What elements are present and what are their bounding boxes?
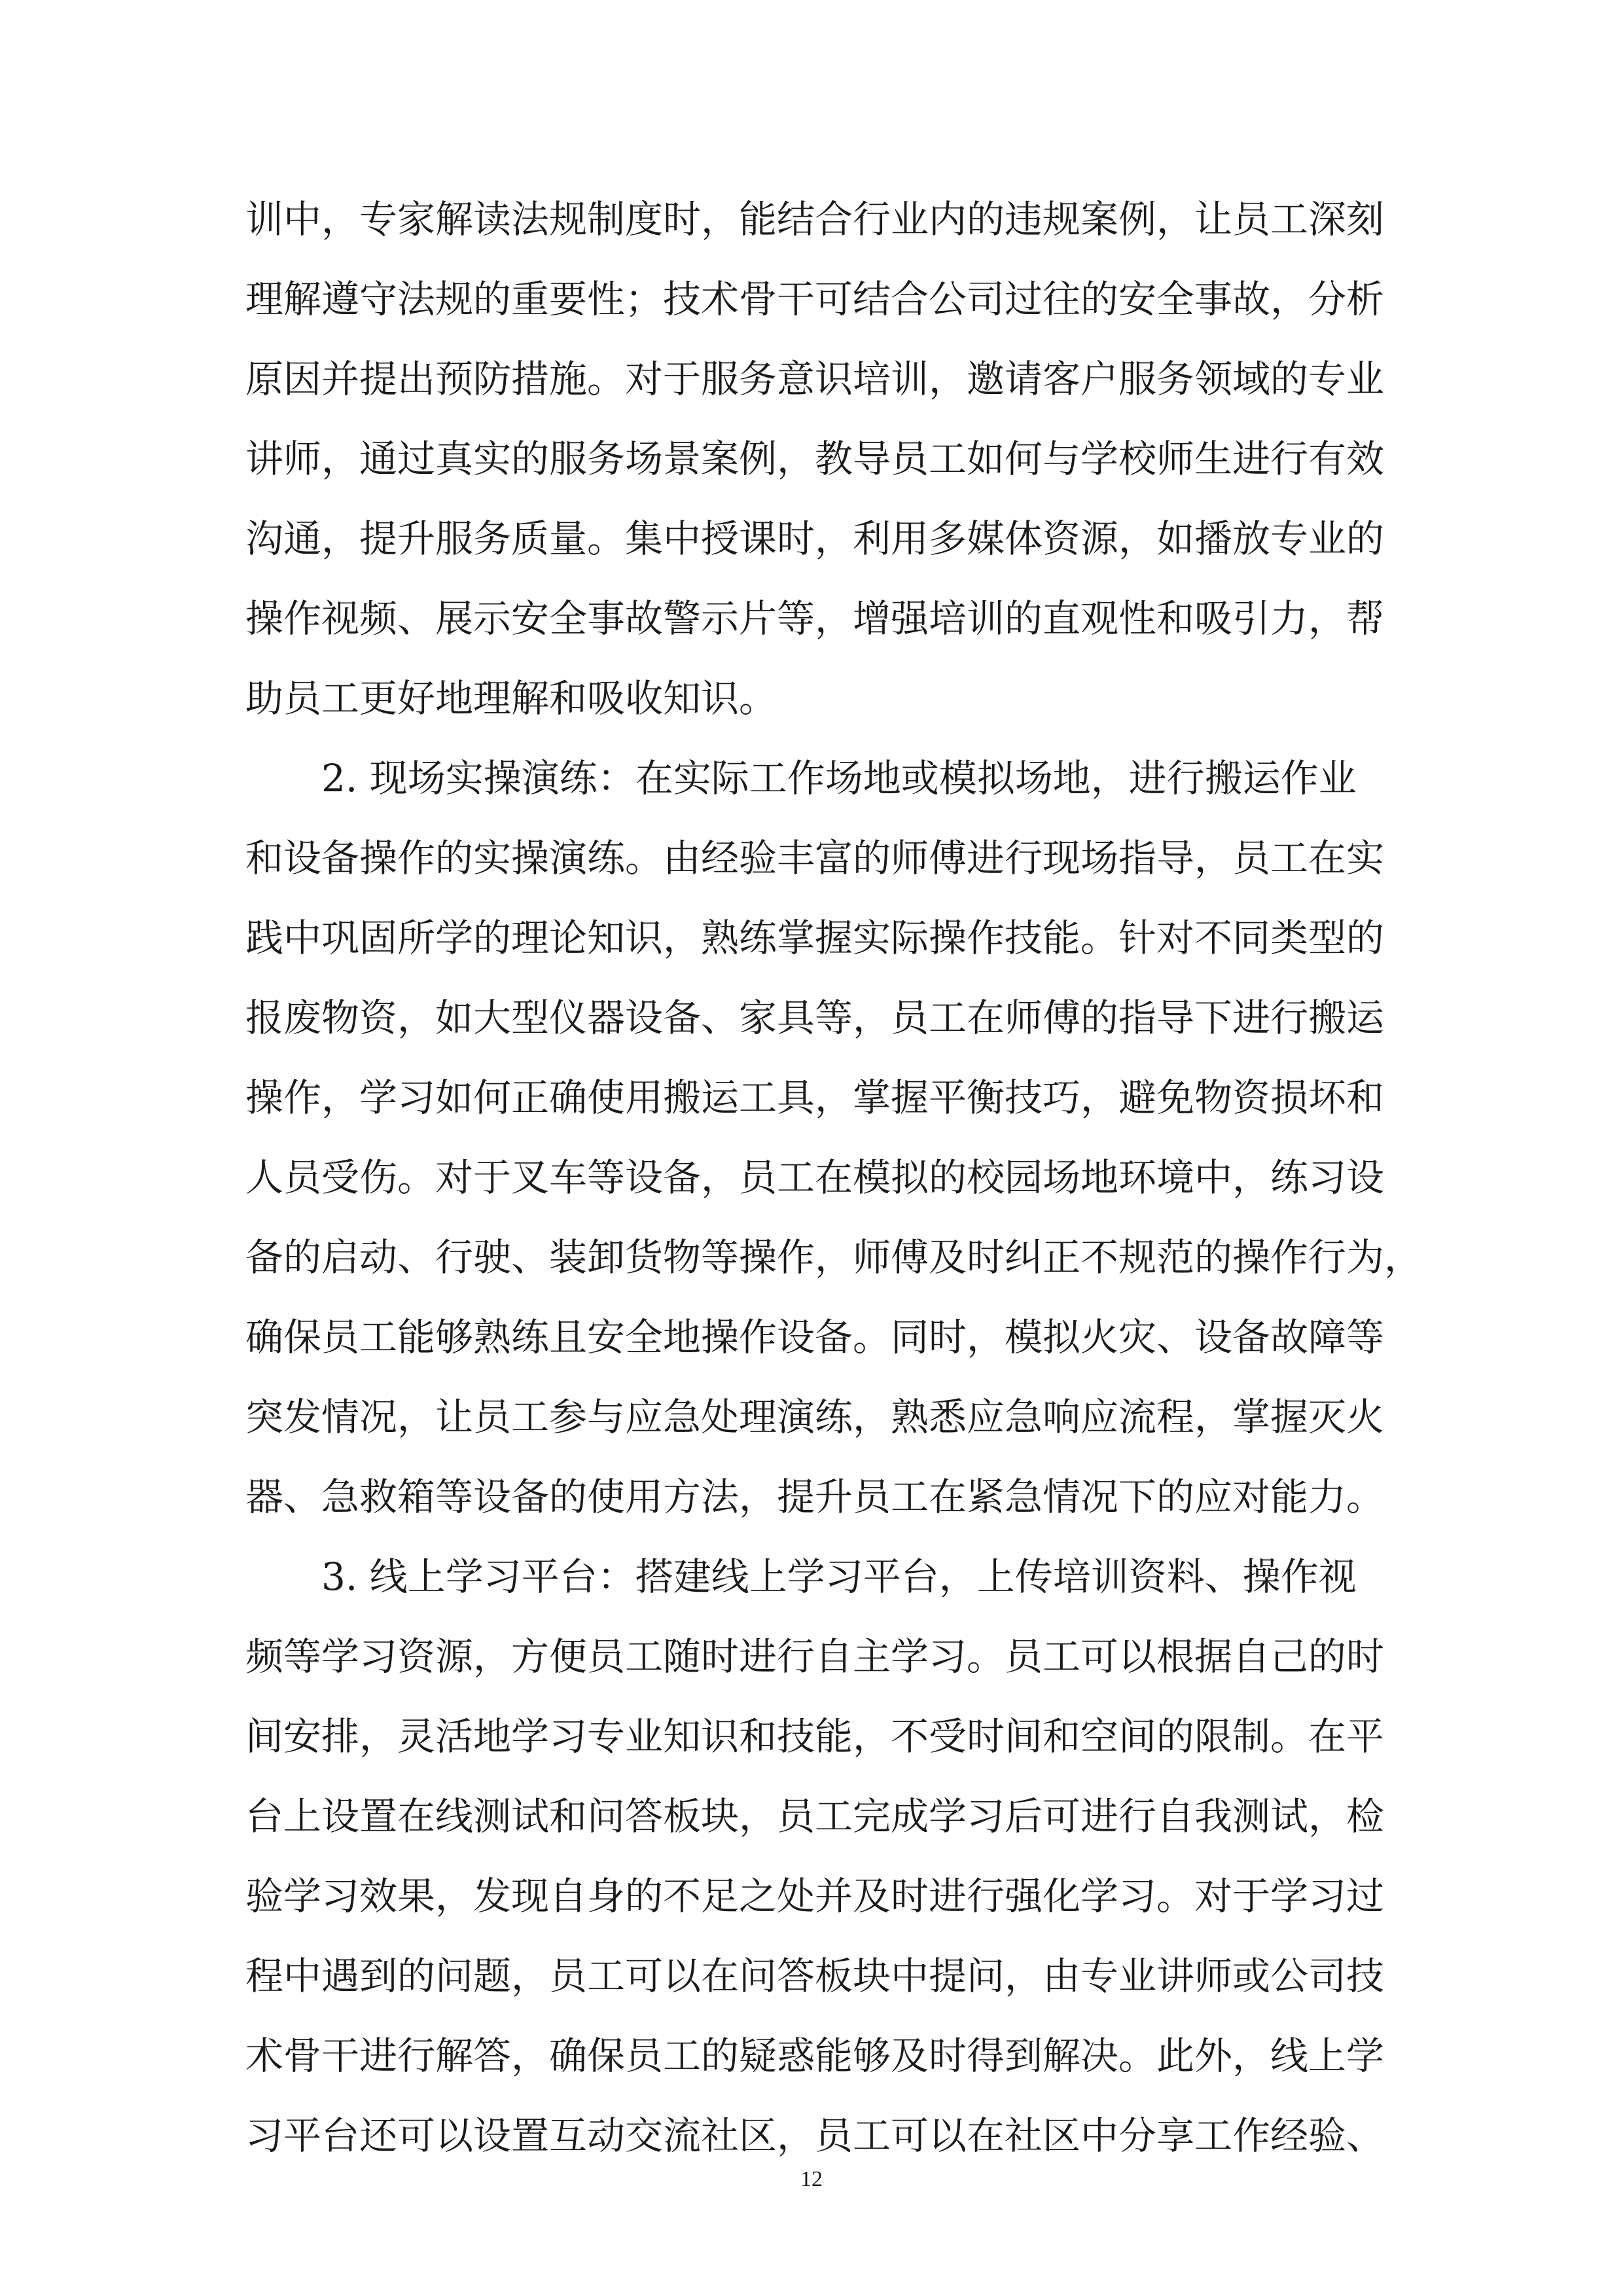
text-line-20: 间安排，灵活地学习专业知识和技能，不受时间和空间的限制。在平 (245, 1714, 1385, 1759)
text-line-14: 备的启动、行驶、装卸货物等操作，师傅及时纠正不规范的操作行为， (245, 1235, 1423, 1280)
text-line-22: 验学习效果，发现自身的不足之处并及时进行强化学习。对于学习过 (245, 1874, 1385, 1918)
text-line-6: 操作视频、展示安全事故警示片等，增强培训的直观性和吸引力，帮 (245, 596, 1385, 641)
text-line-18: 3. 线上学习平台：搭建线上学习平台，上传培训资料、操作视 (321, 1554, 1357, 1599)
text-line-23: 程中遇到的问题，员工可以在问答板块中提问，由专业讲师或公司技 (245, 1954, 1385, 1998)
text-line-11: 报废物资，如大型仪器设备、家具等，员工在师傅的指导下进行搬运 (245, 996, 1385, 1040)
text-line-25: 习平台还可以设置互动交流社区，员工可以在社区中分享工作经验、 (245, 2113, 1385, 2158)
text-line-5: 沟通，提升服务质量。集中授课时，利用多媒体资源，如播放专业的 (245, 516, 1385, 561)
text-line-12: 操作，学习如何正确使用搬运工具，掌握平衡技巧，避免物资损坏和 (245, 1075, 1385, 1120)
text-line-1: 训中，专家解读法规制度时，能结合行业内的违规案例，让员工深刻 (245, 197, 1385, 242)
text-line-10: 践中巩固所学的理论知识，熟练掌握实际操作技能。针对不同类型的 (245, 916, 1385, 960)
text-line-13: 人员受伤。对于叉车等设备，员工在模拟的校园场地环境中，练习设 (245, 1155, 1385, 1200)
text-line-24: 术骨干进行解答，确保员工的疑惑能够及时得到解决。此外，线上学 (245, 2034, 1385, 2078)
text-line-3: 原因并提出预防措施。对于服务意识培训，邀请客户服务领域的专业 (245, 357, 1385, 401)
page-number: 12 (800, 2167, 823, 2191)
text-line-2: 理解遵守法规的重要性；技术骨干可结合公司过往的安全事故，分析 (245, 277, 1385, 321)
text-line-7: 助员工更好地理解和吸收知识。 (245, 676, 777, 721)
text-line-8: 2. 现场实操演练：在实际工作场地或模拟场地，进行搬运作业 (321, 756, 1357, 800)
text-line-19: 频等学习资源，方便员工随时进行自主学习。员工可以根据自己的时 (245, 1634, 1385, 1679)
text-line-21: 台上设置在线测试和问答板块，员工完成学习后可进行自我测试，检 (245, 1794, 1385, 1839)
text-line-17: 器、急救箱等设备的使用方法，提升员工在紧急情况下的应对能力。 (245, 1475, 1385, 1519)
text-line-4: 讲师，通过真实的服务场景案例，教导员工如何与学校师生进行有效 (245, 437, 1385, 481)
text-line-9: 和设备操作的实操演练。由经验丰富的师傅进行现场指导，员工在实 (245, 836, 1385, 880)
text-line-15: 确保员工能够熟练且安全地操作设备。同时，模拟火灾、设备故障等 (245, 1315, 1385, 1359)
text-line-16: 突发情况，让员工参与应急处理演练，熟悉应急响应流程，掌握灭火 (245, 1395, 1385, 1439)
